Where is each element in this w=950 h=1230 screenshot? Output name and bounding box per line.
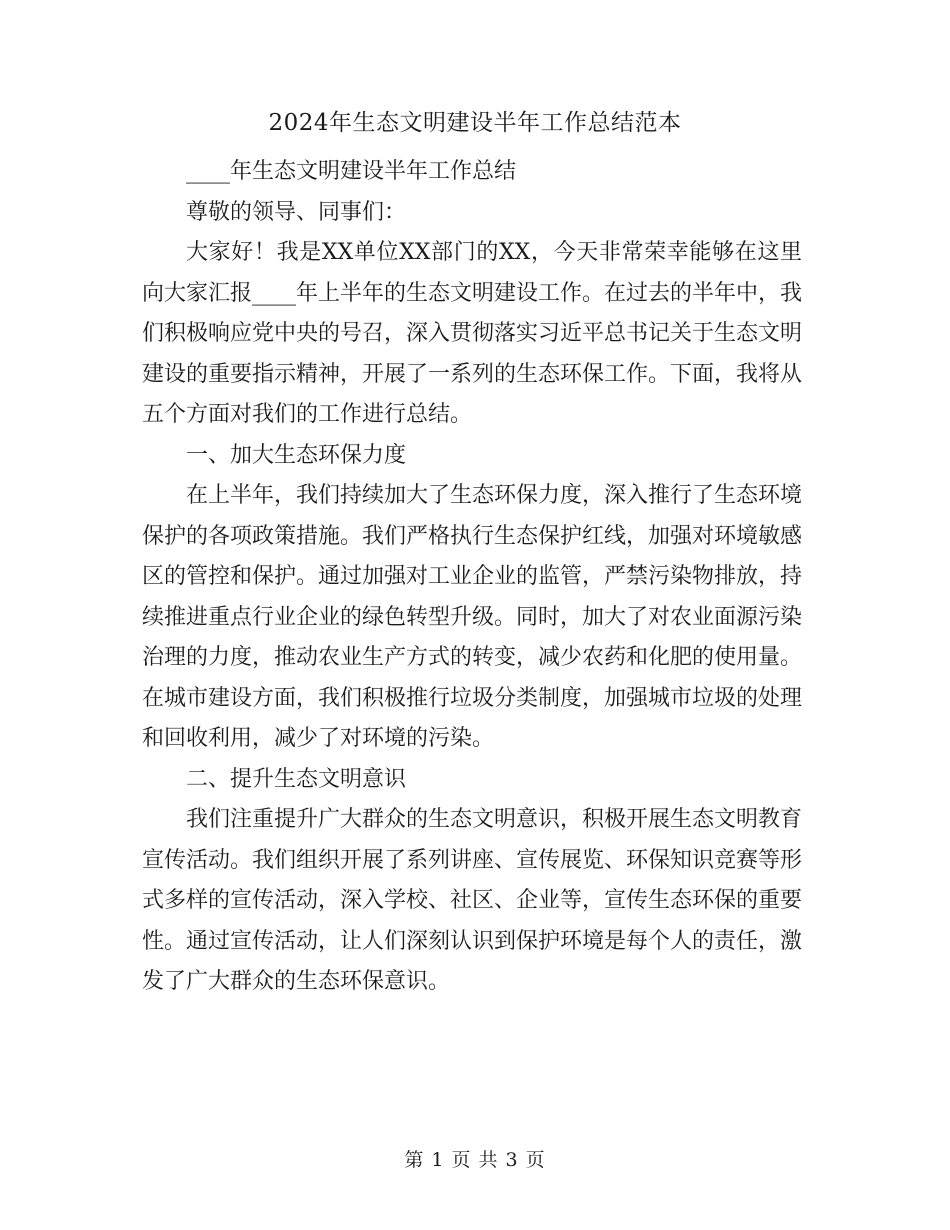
salutation-paragraph: 尊敬的领导、同事们： [186,199,407,225]
subtitle-paragraph: ____年生态文明建设半年工作总结 [186,159,517,184]
section-paragraph-1: 在上半年，我们持续加大了生态环保力度，深入推行了生态环境保护的各项政策措施。我们严格执行生态保护红线，加强对环境敏感区的管控和保护。通过加强对工业企业的监管，严禁污染物排放，持续推进重点行业企业的绿色转型升级。同时，加大了对农业面源污染治理的力度，推动农业生产方式的转变，减少农药和化肥的使用量。在城市建设方面，我们积极推行垃圾分类制度，加强城市垃圾的处理和回收利用，减少了对环境的污染。 [142,483,803,751]
document-title: 2024年生态文明建设半年工作总结范本 [268,110,682,136]
page-footer: 第 1 页 共 3 页 [404,1149,546,1171]
section-paragraph-2: 我们注重提升广大群众的生态文明意识，积极开展生态文明教育宣传活动。我们组织开展了系列讲座、宣传展览、环保知识竞赛等形式多样的宣传活动，深入学校、社区、企业等，宣传生态环保的重要性。通过宣传活动，让人们深刻认识到保护环境是每个人的责任，激发了广大群众的生态环保意识。 [142,807,803,994]
section-heading-2: 二、提升生态文明意识 [186,766,407,792]
intro-paragraph: 大家好！我是XX单位XX部门的XX，今天非常荣幸能够在这里向大家汇报____年上半年的生态文明建设工作。在过去的半年中，我们积极响应党中央的号召，深入贯彻落实习近平总书记关于生态文明建设的重要指示精神，开展了一系列的生态环保工作。下面，我将从五个方面对我们的工作进行总结。 [142,240,803,427]
document-body [142,152,802,1003]
section-heading-1: 一、加大生态环保力度 [186,442,407,468]
